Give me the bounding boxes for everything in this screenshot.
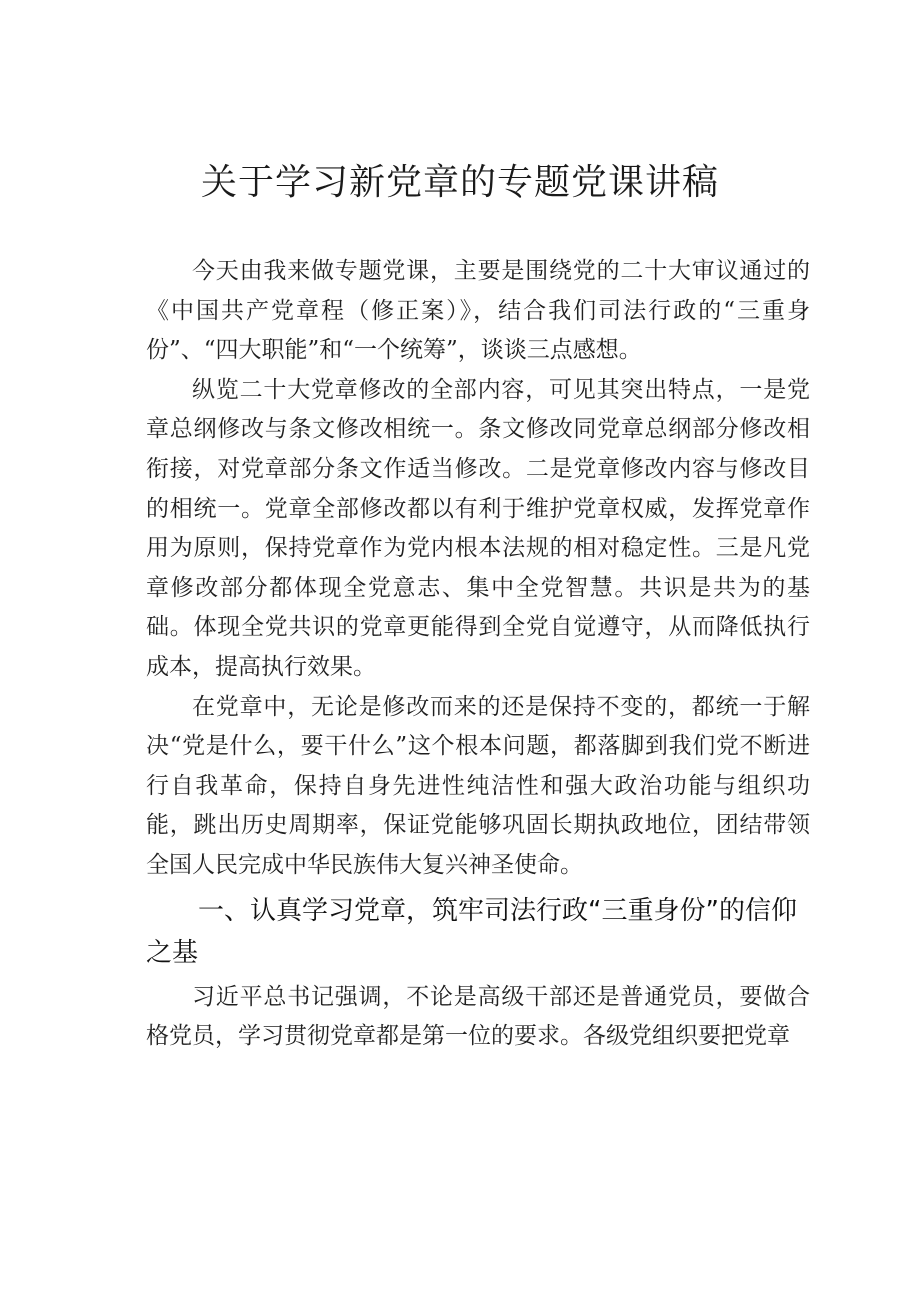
fundamental-question-paragraph: 在党章中，无论是修改而来的还是保持不变的，都统一于解决“党是什么，要干什么”这个根本问题，都落脚到我们党不断进行自我革命，保持自身先进性纯洁性和强大政治功能与组织功能，跳出历史周期率，保证党能够巩固长期执政地位，团结带领全国人民完成中华民族伟大复兴神圣使命。 [146, 693, 810, 878]
section-1-heading: 一、认真学习党章，筑牢司法行政“三重身份”的信仰之基 [146, 895, 797, 968]
document-title: 关于学习新党章的专题党课讲稿 [200, 162, 719, 203]
features-paragraph: 纵览二十大党章修改的全部内容，可见其突出特点，一是党章总纲修改与条文修改相统一。条文修改同党章总纲部分修改相衔接，对党章部分条文作适当修改。二是党章修改内容与修改目的相统一。党章全部修改都以有利于维护党章权威，发挥党章作用为原则，保持党章作为党内根本法规的相对稳定性。三是凡党章修改部分都体现全党意志、集中全党智慧。共识是共为的基础。体现全党共识的党章更能得到全党自觉遵守，从而降低执行成本，提高执行效果。 [146, 376, 810, 680]
document-body [146, 252, 810, 1057]
section-1-paragraph: 习近平总书记强调，不论是高级干部还是普通党员，要做合格党员，学习贯彻党章都是第一位的要求。各级党组织要把党章 [146, 983, 810, 1050]
intro-paragraph: 今天由我来做专题党课，主要是围绕党的二十大审议通过的《中国共产党章程（修正案）》，结合我们司法行政的“三重身份”、“四大职能”和“一个统筹”，谈谈三点感想。 [146, 258, 810, 364]
